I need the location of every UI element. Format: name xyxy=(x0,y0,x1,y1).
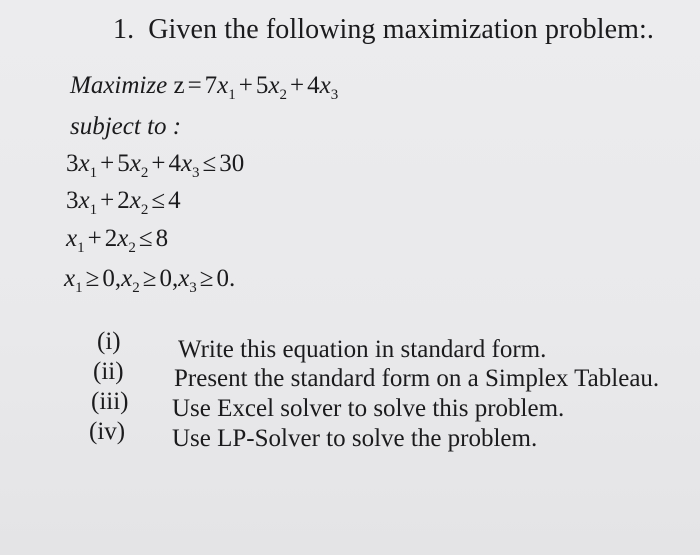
part-label: (iii) xyxy=(91,388,129,415)
nonnegativity-constraint: $x_1 \ge 0,x_2 \ge 0,x_3 \ge 0$. xyxy=(64,265,236,296)
question-number: 1. xyxy=(113,14,135,45)
objective-variable: z xyxy=(173,72,185,99)
question-title-line xyxy=(113,14,654,46)
part-label: (i) xyxy=(97,328,121,355)
part-text: Use LP-Solver to solve the problem. xyxy=(172,425,538,452)
question-title: Given the following maximization problem:. xyxy=(148,14,654,45)
subject-to-label: subject to : xyxy=(70,113,182,140)
maximize-label: Maximize xyxy=(70,72,168,99)
part-label: (iv) xyxy=(89,418,126,445)
part-text: Use Excel solver to solve this problem. xyxy=(172,395,565,422)
part-text: Present the standard form on a Simplex Tableau. xyxy=(174,365,660,392)
constraint-2: $3x_1 + 2x_2 \le 4$ xyxy=(66,187,181,218)
constraint-3: $x_1 + 2x_2 \le 8$ xyxy=(66,225,169,256)
constraint-1: $3x_1 + 5x_2 + 4x_3 \le 30$ xyxy=(66,150,245,181)
part-text: Write this equation in standard form. xyxy=(178,336,547,363)
objective-function: Maximize $z = 7x_1 + 5x_2 + 4x_3$ xyxy=(70,72,339,103)
part-label: (ii) xyxy=(93,358,124,385)
